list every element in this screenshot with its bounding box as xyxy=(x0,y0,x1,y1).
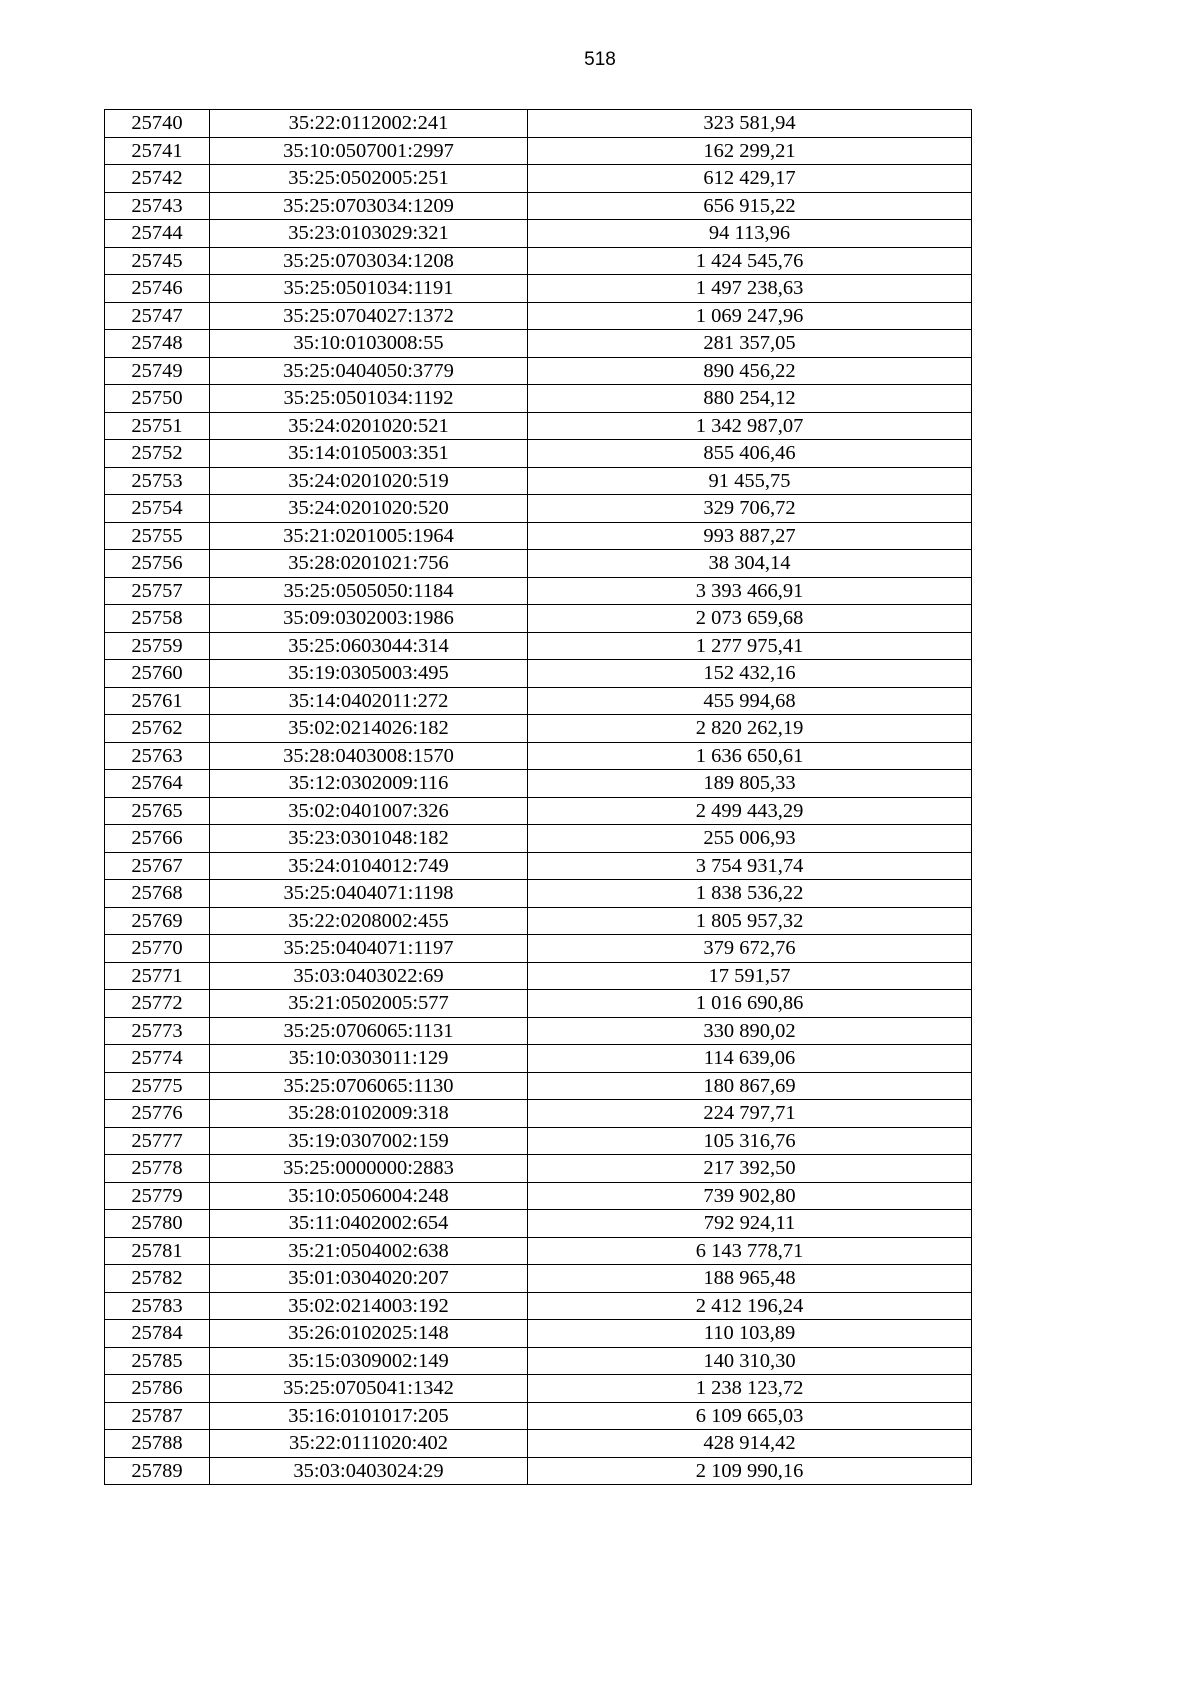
row-number-cell: 25741 xyxy=(105,137,210,165)
table-row xyxy=(105,1402,972,1430)
table-row xyxy=(105,495,972,523)
row-number-cell: 25758 xyxy=(105,605,210,633)
cadastral-number-cell: 35:25:0703034:1209 xyxy=(210,192,528,220)
row-number-cell: 25780 xyxy=(105,1210,210,1238)
cadastral-value-cell: 1 424 545,76 xyxy=(528,247,972,275)
cadastral-number-cell: 35:25:0703034:1208 xyxy=(210,247,528,275)
cadastral-value-cell: 330 890,02 xyxy=(528,1017,972,1045)
table-body xyxy=(105,110,972,1485)
table-row xyxy=(105,935,972,963)
cadastral-value-cell: 94 113,96 xyxy=(528,220,972,248)
table-row xyxy=(105,302,972,330)
cadastral-number-cell: 35:21:0502005:577 xyxy=(210,990,528,1018)
row-number-cell: 25769 xyxy=(105,907,210,935)
table-row xyxy=(105,1182,972,1210)
cadastral-number-cell: 35:03:0403022:69 xyxy=(210,962,528,990)
row-number-cell: 25782 xyxy=(105,1265,210,1293)
cadastral-value-cell: 1 016 690,86 xyxy=(528,990,972,1018)
cadastral-number-cell: 35:25:0404050:3779 xyxy=(210,357,528,385)
cadastral-value-cell: 91 455,75 xyxy=(528,467,972,495)
cadastral-value-cell: 189 805,33 xyxy=(528,770,972,798)
row-number-cell: 25786 xyxy=(105,1375,210,1403)
cadastral-value-cell: 993 887,27 xyxy=(528,522,972,550)
row-number-cell: 25783 xyxy=(105,1292,210,1320)
table-row xyxy=(105,770,972,798)
cadastral-value-cell: 2 073 659,68 xyxy=(528,605,972,633)
row-number-cell: 25776 xyxy=(105,1100,210,1128)
row-number-cell: 25746 xyxy=(105,275,210,303)
table-row xyxy=(105,247,972,275)
row-number-cell: 25754 xyxy=(105,495,210,523)
row-number-cell: 25774 xyxy=(105,1045,210,1073)
row-number-cell: 25759 xyxy=(105,632,210,660)
cadastral-number-cell: 35:23:0103029:321 xyxy=(210,220,528,248)
row-number-cell: 25765 xyxy=(105,797,210,825)
row-number-cell: 25752 xyxy=(105,440,210,468)
cadastral-value-cell: 6 109 665,03 xyxy=(528,1402,972,1430)
table-row xyxy=(105,1430,972,1458)
table-row xyxy=(105,1237,972,1265)
cadastral-value-cell: 1 238 123,72 xyxy=(528,1375,972,1403)
cadastral-number-cell: 35:02:0214003:192 xyxy=(210,1292,528,1320)
table-row xyxy=(105,1072,972,1100)
cadastral-number-cell: 35:28:0403008:1570 xyxy=(210,742,528,770)
cadastral-value-cell: 3 393 466,91 xyxy=(528,577,972,605)
row-number-cell: 25744 xyxy=(105,220,210,248)
row-number-cell: 25757 xyxy=(105,577,210,605)
cadastral-number-cell: 35:24:0104012:749 xyxy=(210,852,528,880)
table-row xyxy=(105,990,972,1018)
table-row xyxy=(105,1320,972,1348)
cadastral-number-cell: 35:25:0404071:1197 xyxy=(210,935,528,963)
cadastral-value-cell: 1 636 650,61 xyxy=(528,742,972,770)
row-number-cell: 25773 xyxy=(105,1017,210,1045)
table-row xyxy=(105,880,972,908)
cadastral-value-cell: 379 672,76 xyxy=(528,935,972,963)
row-number-cell: 25775 xyxy=(105,1072,210,1100)
cadastral-value-cell: 255 006,93 xyxy=(528,825,972,853)
cadastral-value-cell: 217 392,50 xyxy=(528,1155,972,1183)
row-number-cell: 25745 xyxy=(105,247,210,275)
cadastral-number-cell: 35:25:0000000:2883 xyxy=(210,1155,528,1183)
cadastral-number-cell: 35:12:0302009:116 xyxy=(210,770,528,798)
row-number-cell: 25764 xyxy=(105,770,210,798)
cadastral-value-cell: 428 914,42 xyxy=(528,1430,972,1458)
cadastral-number-cell: 35:25:0704027:1372 xyxy=(210,302,528,330)
table-row xyxy=(105,660,972,688)
row-number-cell: 25756 xyxy=(105,550,210,578)
row-number-cell: 25771 xyxy=(105,962,210,990)
row-number-cell: 25751 xyxy=(105,412,210,440)
cadastral-number-cell: 35:19:0305003:495 xyxy=(210,660,528,688)
table-row xyxy=(105,330,972,358)
table-row xyxy=(105,192,972,220)
cadastral-value-cell: 1 805 957,32 xyxy=(528,907,972,935)
table-row xyxy=(105,742,972,770)
table-row xyxy=(105,1155,972,1183)
row-number-cell: 25753 xyxy=(105,467,210,495)
row-number-cell: 25779 xyxy=(105,1182,210,1210)
cadastral-number-cell: 35:25:0404071:1198 xyxy=(210,880,528,908)
cadastral-value-cell: 612 429,17 xyxy=(528,165,972,193)
cadastral-value-cell: 281 357,05 xyxy=(528,330,972,358)
table-row xyxy=(105,852,972,880)
cadastral-value-cell: 2 820 262,19 xyxy=(528,715,972,743)
cadastral-number-cell: 35:10:0506004:248 xyxy=(210,1182,528,1210)
row-number-cell: 25740 xyxy=(105,110,210,138)
table-row xyxy=(105,1127,972,1155)
cadastral-number-cell: 35:25:0502005:251 xyxy=(210,165,528,193)
table-row xyxy=(105,1100,972,1128)
cadastral-value-cell: 2 412 196,24 xyxy=(528,1292,972,1320)
table-row xyxy=(105,1292,972,1320)
table-row xyxy=(105,357,972,385)
table-row xyxy=(105,1375,972,1403)
cadastral-number-cell: 35:24:0201020:521 xyxy=(210,412,528,440)
row-number-cell: 25778 xyxy=(105,1155,210,1183)
cadastral-number-cell: 35:22:0208002:455 xyxy=(210,907,528,935)
cadastral-value-cell: 152 432,16 xyxy=(528,660,972,688)
cadastral-number-cell: 35:25:0706065:1130 xyxy=(210,1072,528,1100)
cadastral-value-cell: 188 965,48 xyxy=(528,1265,972,1293)
cadastral-value-cell: 38 304,14 xyxy=(528,550,972,578)
row-number-cell: 25750 xyxy=(105,385,210,413)
cadastral-value-cell: 880 254,12 xyxy=(528,385,972,413)
table-row xyxy=(105,797,972,825)
cadastral-value-cell: 2 499 443,29 xyxy=(528,797,972,825)
row-number-cell: 25762 xyxy=(105,715,210,743)
row-number-cell: 25763 xyxy=(105,742,210,770)
table-row xyxy=(105,220,972,248)
table-row xyxy=(105,577,972,605)
row-number-cell: 25767 xyxy=(105,852,210,880)
cadastral-number-cell: 35:28:0102009:318 xyxy=(210,1100,528,1128)
cadastral-value-cell: 323 581,94 xyxy=(528,110,972,138)
cadastral-number-cell: 35:10:0103008:55 xyxy=(210,330,528,358)
row-number-cell: 25760 xyxy=(105,660,210,688)
row-number-cell: 25789 xyxy=(105,1457,210,1485)
cadastral-number-cell: 35:03:0403024:29 xyxy=(210,1457,528,1485)
cadastral-value-cell: 6 143 778,71 xyxy=(528,1237,972,1265)
cadastral-value-cell: 890 456,22 xyxy=(528,357,972,385)
row-number-cell: 25743 xyxy=(105,192,210,220)
cadastral-number-cell: 35:10:0303011:129 xyxy=(210,1045,528,1073)
table-row xyxy=(105,1347,972,1375)
table-row xyxy=(105,440,972,468)
cadastral-number-cell: 35:21:0201005:1964 xyxy=(210,522,528,550)
row-number-cell: 25785 xyxy=(105,1347,210,1375)
cadastral-value-cell: 1 342 987,07 xyxy=(528,412,972,440)
table-row xyxy=(105,825,972,853)
cadastral-value-cell: 17 591,57 xyxy=(528,962,972,990)
table-row xyxy=(105,687,972,715)
table-row xyxy=(105,275,972,303)
table-row xyxy=(105,110,972,138)
cadastral-number-cell: 35:09:0302003:1986 xyxy=(210,605,528,633)
cadastral-number-cell: 35:15:0309002:149 xyxy=(210,1347,528,1375)
cadastral-value-cell: 855 406,46 xyxy=(528,440,972,468)
table-row xyxy=(105,1265,972,1293)
row-number-cell: 25777 xyxy=(105,1127,210,1155)
cadastral-number-cell: 35:21:0504002:638 xyxy=(210,1237,528,1265)
table-row xyxy=(105,962,972,990)
cadastral-number-cell: 35:01:0304020:207 xyxy=(210,1265,528,1293)
cadastral-value-cell: 180 867,69 xyxy=(528,1072,972,1100)
cadastral-value-cell: 792 924,11 xyxy=(528,1210,972,1238)
cadastral-number-cell: 35:28:0201021:756 xyxy=(210,550,528,578)
page-number: 518 xyxy=(584,49,616,70)
cadastral-number-cell: 35:25:0501034:1191 xyxy=(210,275,528,303)
table-row xyxy=(105,605,972,633)
cadastral-value-cell: 224 797,71 xyxy=(528,1100,972,1128)
row-number-cell: 25748 xyxy=(105,330,210,358)
row-number-cell: 25772 xyxy=(105,990,210,1018)
table-row xyxy=(105,1457,972,1485)
row-number-cell: 25766 xyxy=(105,825,210,853)
table-row xyxy=(105,632,972,660)
cadastral-value-cell: 455 994,68 xyxy=(528,687,972,715)
cadastral-number-cell: 35:26:0102025:148 xyxy=(210,1320,528,1348)
cadastral-number-cell: 35:19:0307002:159 xyxy=(210,1127,528,1155)
cadastral-number-cell: 35:11:0402002:654 xyxy=(210,1210,528,1238)
cadastral-number-cell: 35:22:0111020:402 xyxy=(210,1430,528,1458)
row-number-cell: 25781 xyxy=(105,1237,210,1265)
cadastral-value-cell: 1 838 536,22 xyxy=(528,880,972,908)
row-number-cell: 25768 xyxy=(105,880,210,908)
table-row xyxy=(105,385,972,413)
table-row xyxy=(105,137,972,165)
cadastral-number-cell: 35:25:0505050:1184 xyxy=(210,577,528,605)
table-row xyxy=(105,467,972,495)
table-row xyxy=(105,550,972,578)
cadastral-value-cell: 2 109 990,16 xyxy=(528,1457,972,1485)
cadastral-number-cell: 35:16:0101017:205 xyxy=(210,1402,528,1430)
row-number-cell: 25755 xyxy=(105,522,210,550)
row-number-cell: 25770 xyxy=(105,935,210,963)
row-number-cell: 25742 xyxy=(105,165,210,193)
row-number-cell: 25749 xyxy=(105,357,210,385)
row-number-cell: 25787 xyxy=(105,1402,210,1430)
table-row xyxy=(105,522,972,550)
table-row xyxy=(105,412,972,440)
cadastral-value-cell: 1 497 238,63 xyxy=(528,275,972,303)
cadastral-number-cell: 35:02:0214026:182 xyxy=(210,715,528,743)
row-number-cell: 25761 xyxy=(105,687,210,715)
cadastral-number-cell: 35:24:0201020:519 xyxy=(210,467,528,495)
cadastral-number-cell: 35:25:0603044:314 xyxy=(210,632,528,660)
cadastral-number-cell: 35:14:0402011:272 xyxy=(210,687,528,715)
cadastral-number-cell: 35:24:0201020:520 xyxy=(210,495,528,523)
cadastral-value-cell: 162 299,21 xyxy=(528,137,972,165)
cadastral-value-cell: 110 103,89 xyxy=(528,1320,972,1348)
row-number-cell: 25784 xyxy=(105,1320,210,1348)
table-row xyxy=(105,1210,972,1238)
cadastral-value-cell: 329 706,72 xyxy=(528,495,972,523)
cadastral-number-cell: 35:23:0301048:182 xyxy=(210,825,528,853)
cadastral-value-cell: 1 069 247,96 xyxy=(528,302,972,330)
cadastral-value-cell: 3 754 931,74 xyxy=(528,852,972,880)
row-number-cell: 25788 xyxy=(105,1430,210,1458)
cadastral-number-cell: 35:14:0105003:351 xyxy=(210,440,528,468)
cadastral-value-cell: 105 316,76 xyxy=(528,1127,972,1155)
table-row xyxy=(105,1017,972,1045)
cadastral-number-cell: 35:25:0706065:1131 xyxy=(210,1017,528,1045)
table-row xyxy=(105,1045,972,1073)
cadastral-value-cell: 140 310,30 xyxy=(528,1347,972,1375)
cadastral-value-table xyxy=(104,109,972,1485)
cadastral-value-cell: 1 277 975,41 xyxy=(528,632,972,660)
cadastral-number-cell: 35:22:0112002:241 xyxy=(210,110,528,138)
cadastral-number-cell: 35:02:0401007:326 xyxy=(210,797,528,825)
cadastral-number-cell: 35:25:0705041:1342 xyxy=(210,1375,528,1403)
cadastral-value-cell: 739 902,80 xyxy=(528,1182,972,1210)
cadastral-number-cell: 35:10:0507001:2997 xyxy=(210,137,528,165)
row-number-cell: 25747 xyxy=(105,302,210,330)
table-row xyxy=(105,165,972,193)
cadastral-value-cell: 114 639,06 xyxy=(528,1045,972,1073)
table-row xyxy=(105,907,972,935)
cadastral-value-cell: 656 915,22 xyxy=(528,192,972,220)
table-row xyxy=(105,715,972,743)
cadastral-number-cell: 35:25:0501034:1192 xyxy=(210,385,528,413)
